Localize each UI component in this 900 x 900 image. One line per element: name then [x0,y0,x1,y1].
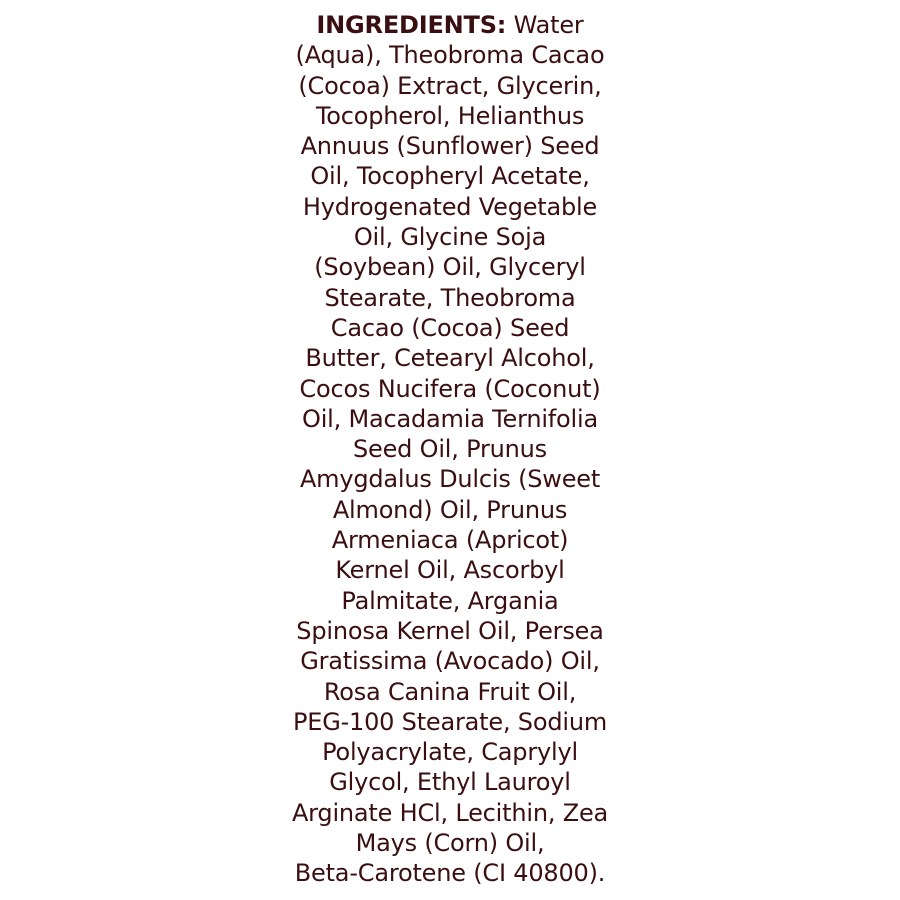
ingredients-line: (Soybean) Oil, Glyceryl [314,253,586,282]
ingredients-line: Seed Oil, Prunus [353,435,547,464]
ingredients-line: Tocopherol, Helianthus [315,101,585,130]
ingredients-line: Oil, Macadamia Ternifolia [302,404,598,433]
ingredients-line: Arginate HCl, Lecithin, Zea [291,798,609,827]
ingredients-line: Polyacrylate, Caprylyl [322,738,578,767]
ingredients-line: Oil, Tocopheryl Acetate, [310,162,590,191]
ingredients-line: Oil, Glycine Soja [353,223,547,252]
ingredients-line: Mays (Corn) Oil, [355,829,545,858]
ingredients-line: Gratissima (Avocado) Oil, [300,647,600,676]
ingredients-line: Butter, Cetearyl Alcohol, [305,344,595,373]
ingredients-line: Stearate, Theobroma [324,283,576,312]
ingredients-line: Almond) Oil, Prunus [332,495,568,524]
ingredients-line: PEG-100 Stearate, Sodium [292,707,608,736]
ingredients-line: Hydrogenated Vegetable [302,192,598,221]
ingredients-list [0,10,900,889]
ingredients-heading: INGREDIENTS: [316,11,507,39]
ingredients-line: Annuus (Sunflower) Seed [300,132,600,161]
ingredients-line: Palmitate, Argania [341,586,559,615]
ingredients-line: Kernel Oil, Ascorbyl [335,556,565,585]
ingredients-line: Armeniaca (Apricot) [331,526,569,555]
ingredients-line: Amygdalus Dulcis (Sweet [299,465,601,494]
ingredients-line: Rosa Canina Fruit Oil, [323,677,577,706]
ingredients-first-line [0,10,900,40]
ingredients-line: Beta-Carotene (CI 40800). [294,859,606,888]
ingredients-line: Glycol, Ethyl Lauroyl [329,768,571,797]
ingredients-line: Spinosa Kernel Oil, Persea [296,616,604,645]
ingredients-line: (Cocoa) Extract, Glycerin, [298,71,602,100]
ingredients-line: Cacao (Cocoa) Seed [330,313,570,342]
ingredients-line: Cocos Nucifera (Coconut) [299,374,601,403]
ingredients-first-item: Water [506,11,584,39]
ingredients-line: (Aqua), Theobroma Cacao [295,41,605,70]
